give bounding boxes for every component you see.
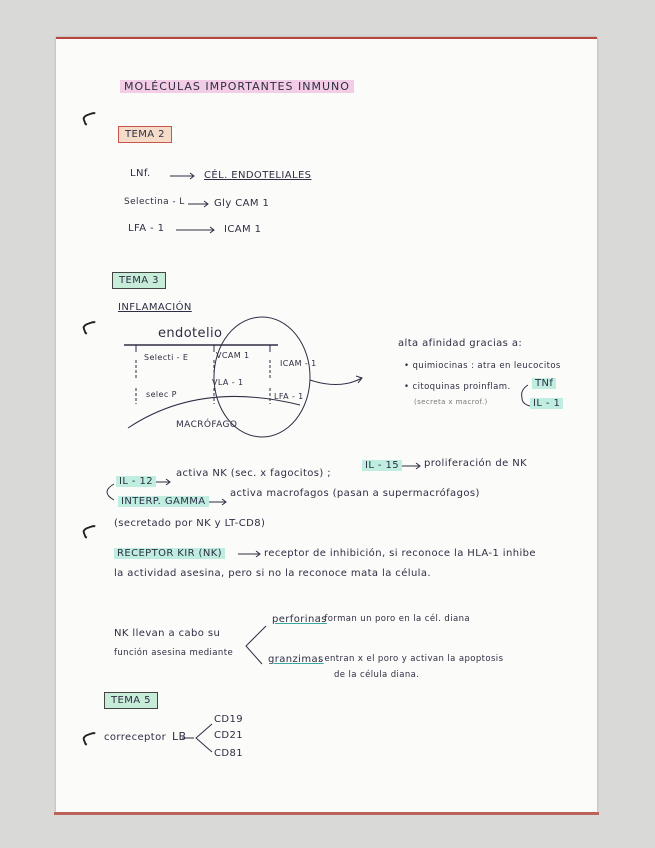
- nk-left1: NK llevan a cabo su: [114, 628, 221, 639]
- tema5-lb: LB: [172, 730, 187, 743]
- tema5-item-cd81: CD81: [214, 748, 244, 759]
- affinity-note: (secreta x macrof.): [414, 398, 488, 406]
- tema2-row1-right: CÉL. ENDOTELIALES: [204, 170, 312, 181]
- kir-label: RECEPTOR KIR (NK): [114, 548, 225, 559]
- tema2-row3-left: LFA - 1: [128, 223, 165, 234]
- tema5-label: TEMA 5: [104, 692, 158, 709]
- diagram-endotelio: endotelio: [158, 326, 223, 341]
- kir-text2: la actividad asesina, pero si no la reconoce mata la célula.: [114, 568, 431, 579]
- page-title: MOLÉCULAS IMPORTANTES INMUNO: [120, 80, 354, 93]
- diagram-selectina-e: Selecti - E: [144, 353, 189, 362]
- il12-text: activa NK (sec. x fagocitos) ;: [176, 468, 332, 479]
- tema2-row3-right: ICAM 1: [224, 224, 262, 235]
- affinity-item1: • quimiocinas : atra en leucocitos: [404, 361, 561, 371]
- tema2-label: TEMA 2: [118, 126, 172, 143]
- tema2-row2-right: Gly CAM 1: [214, 198, 270, 209]
- affinity-item2: • citoquinas proinflam.: [404, 382, 511, 392]
- affinity-il1: IL - 1: [530, 398, 563, 409]
- interp-text: activa macrofagos (pasan a supermacrófagos): [230, 488, 480, 499]
- tema5-item-cd21: CD21: [214, 730, 244, 741]
- tema2-row2-left: Selectina - L: [124, 197, 185, 207]
- diagram-selec-p: selec P: [146, 390, 177, 399]
- tema2-row1-left: LNf.: [130, 168, 151, 179]
- diagram-icam: ICAM - 1: [280, 359, 317, 368]
- interp-text2: (secretado por NK y LT-CD8): [114, 518, 266, 529]
- diagram-macrofago: MACRÓFAGO: [176, 420, 238, 430]
- diagram-lfa: LFA - 1: [274, 392, 304, 401]
- kir-text: receptor de inhibición, si reconoce la HLA-1 inhibe: [264, 548, 536, 559]
- interp-label: INTERP. GAMMA: [118, 496, 209, 507]
- il15-text: proliferación de NK: [424, 458, 528, 469]
- diagram-vla: VLA - 1: [212, 378, 244, 387]
- granzimas-text2: de la célula diana.: [334, 670, 420, 680]
- affinity-heading: alta afinidad gracias a:: [398, 338, 523, 349]
- granzimas-label: granzimas: [268, 654, 324, 665]
- tema5-item-cd19: CD19: [214, 714, 244, 725]
- il12-label: IL - 12: [116, 476, 156, 487]
- perforinas-label: perforinas: [272, 614, 327, 625]
- tema3-subtitle: INFLAMACIÓN: [118, 302, 192, 313]
- perforinas-text: : forman un poro en la cél. diana: [318, 614, 470, 624]
- affinity-tnf: TNf: [532, 378, 556, 389]
- diagram-vcam: VCAM 1: [216, 351, 250, 360]
- nk-left2: función asesina mediante: [114, 648, 234, 658]
- granzimas-text: : entran x el poro y activan la apoptosis: [318, 654, 504, 664]
- il15-label: IL - 15: [362, 460, 402, 471]
- tema3-label: TEMA 3: [112, 272, 166, 289]
- tema5-coreceptor: correceptor: [104, 732, 167, 743]
